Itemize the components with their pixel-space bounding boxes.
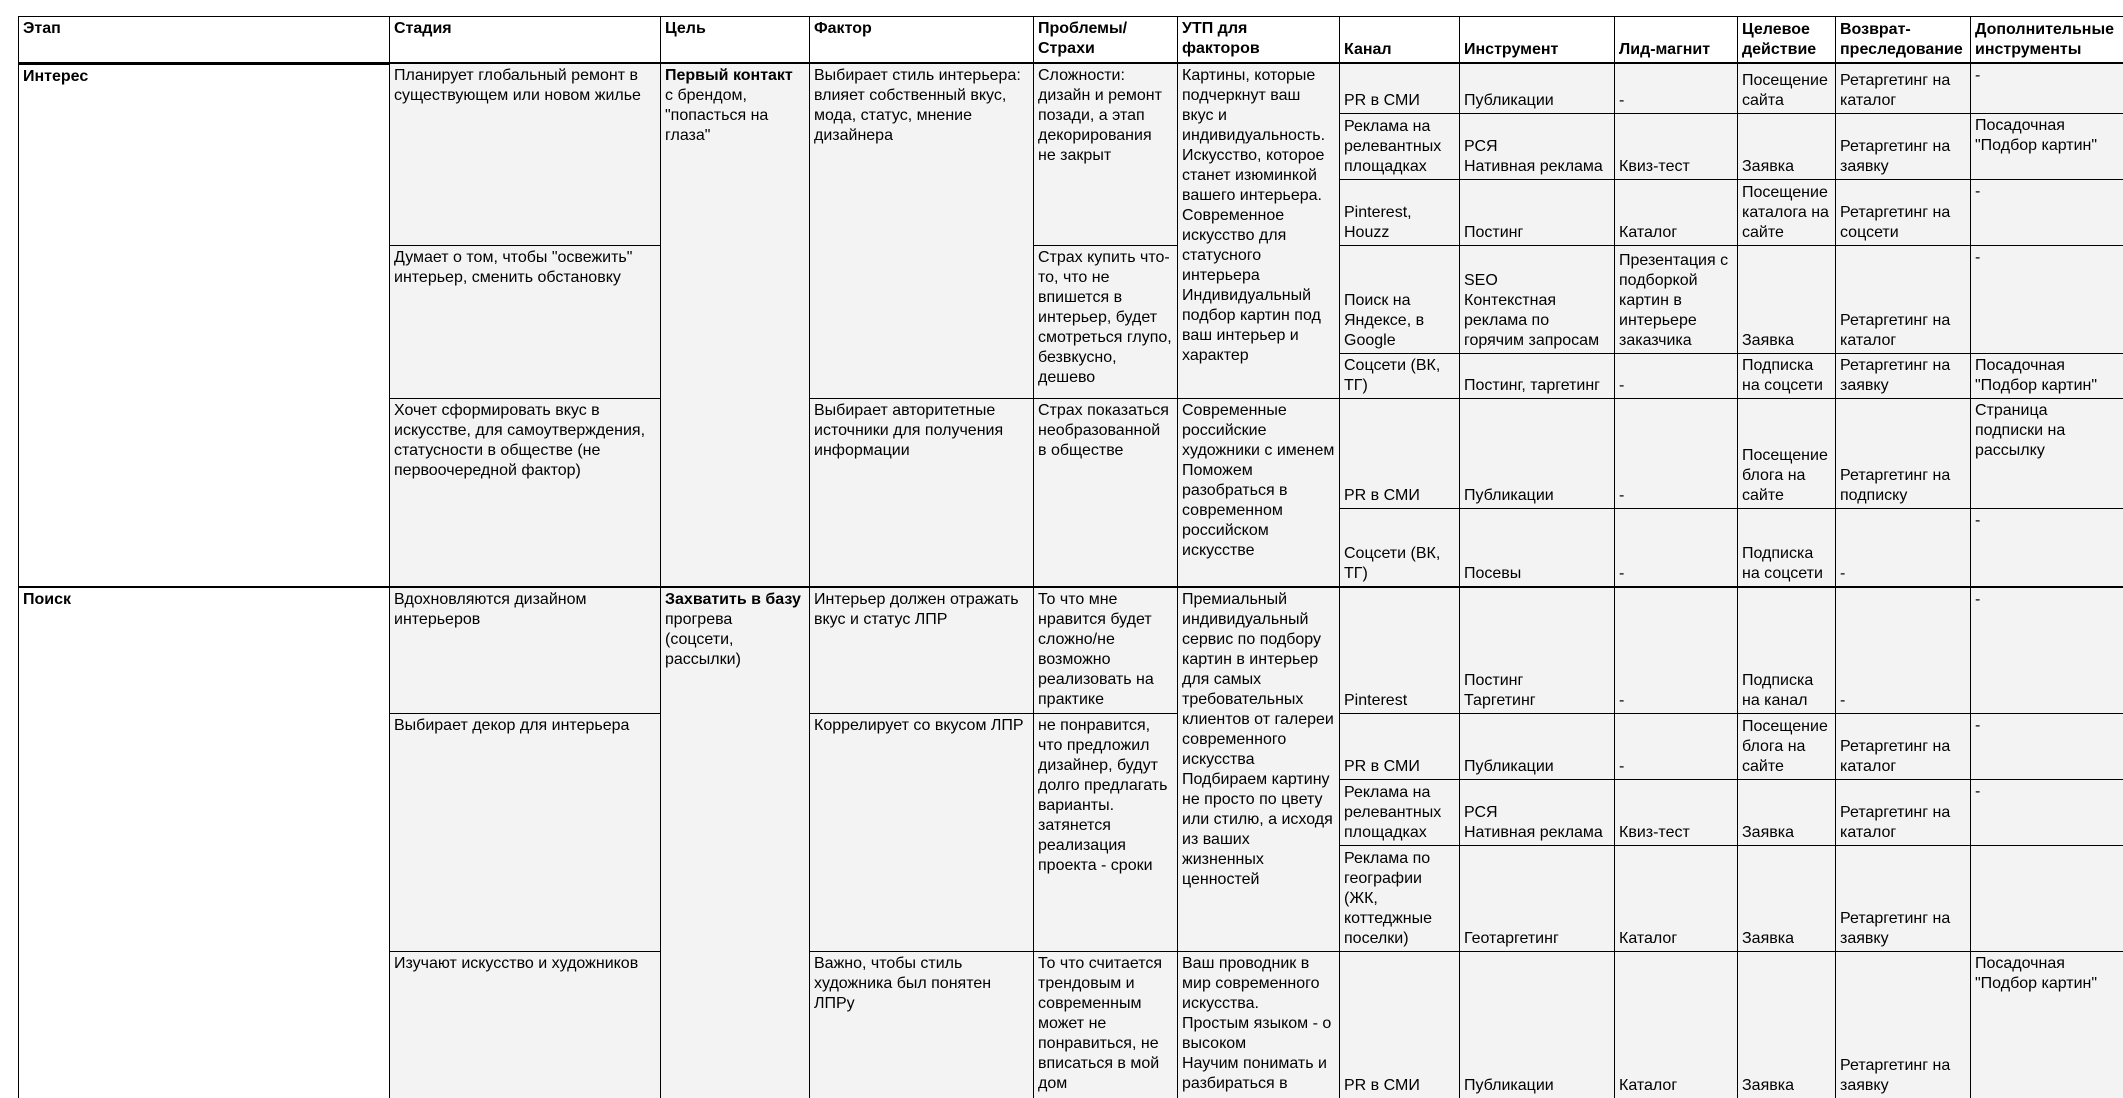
tool-cell: РСЯ Нативная реклама <box>1459 779 1614 845</box>
channel-cell: PR в СМИ <box>1339 713 1459 779</box>
goal-cell <box>660 63 809 586</box>
factor-cell: Выбирает авторитетные источники для получения информации <box>809 398 1033 586</box>
utp-cell: Картины, которые подчеркнут ваш вкус и индивидуальность. Искусство, которое станет изюминкой вашего интерьера. Современное искусство для статусного интерьера Индивидуальный подбор картин под ваш интерьер и характер <box>1177 63 1339 398</box>
lead-magnet-cell: - <box>1614 398 1737 508</box>
header-lead-magnet: Лид-магнит <box>1614 16 1737 62</box>
tool-cell: Публикации <box>1459 63 1614 113</box>
target-action-cell: Подписка на канал <box>1737 586 1835 713</box>
tool-cell: Геотаргетинг <box>1459 845 1614 951</box>
tool-cell: РСЯ Нативная реклама <box>1459 113 1614 179</box>
header-utp: УТП для факторов <box>1177 16 1339 62</box>
target-action-cell: Посещение сайта <box>1737 63 1835 113</box>
retargeting-cell: Ретаргетинг на каталог <box>1835 245 1970 353</box>
goal-cell <box>660 586 809 1098</box>
retargeting-cell: Ретаргетинг на заявку <box>1835 845 1970 951</box>
lead-magnet-cell: Каталог <box>1614 179 1737 245</box>
channel-cell: Pinterest <box>1339 586 1459 713</box>
retargeting-cell: Ретаргетинг на каталог <box>1835 63 1970 113</box>
factor-cell: Интерьер должен отражать вкус и статус ЛПР <box>809 586 1033 713</box>
target-action-cell: Посещение каталога на сайте <box>1737 179 1835 245</box>
lead-magnet-cell: Презентация с подборкой картин в интерьере заказчика <box>1614 245 1737 353</box>
tool-cell: Публикации <box>1459 398 1614 508</box>
utp-cell: Премиальный индивидуальный сервис по подбору картин в интерьер для самых требовательных клиентов от галереи современного искусства Подбираем картину не просто по цвету или стилю, а исходя из ваших жизненных ценностей <box>1177 586 1339 951</box>
target-action-cell: Заявка <box>1737 113 1835 179</box>
header-extra-tools: Дополнительные инструменты <box>1970 16 2123 62</box>
header-goal: Цель <box>660 16 809 62</box>
retargeting-cell: Ретаргетинг на подписку <box>1835 398 1970 508</box>
channel-cell: Реклама на релевантных площадках <box>1339 113 1459 179</box>
extra-tool-cell: - <box>1970 779 2123 845</box>
stadia-cell: Выбирает декор для интерьера <box>389 713 660 951</box>
problem-cell: То что считается трендовым и современным может не понравиться, не вписаться в мой дом <box>1033 951 1177 1098</box>
target-action-cell: Заявка <box>1737 951 1835 1098</box>
lead-magnet-cell: Квиз-тест <box>1614 113 1737 179</box>
factor-cell: Коррелирует со вкусом ЛПР <box>809 713 1033 951</box>
extra-tool-cell: - <box>1970 63 2123 113</box>
channel-cell: Соцсети (ВК, ТГ) <box>1339 353 1459 398</box>
problem-cell: Сложности: дизайн и ремонт позади, а этап декорирования не закрыт <box>1033 63 1177 245</box>
target-action-cell: Посещение блога на сайте <box>1737 713 1835 779</box>
header-retargeting: Возврат- преследование <box>1835 16 1970 62</box>
retargeting-cell: Ретаргетинг на заявку <box>1835 113 1970 179</box>
stage-interest: Интерес <box>18 63 389 586</box>
stadia-cell: Планирует глобальный ремонт в существующем или новом жилье <box>389 63 660 245</box>
extra-tool-cell: - <box>1970 245 2123 353</box>
problem-cell: Страх показаться необразованной в обществе <box>1033 398 1177 586</box>
stadia-cell: Вдохновляются дизайном интерьеров <box>389 586 660 713</box>
tool-cell: Постинг Таргетинг <box>1459 586 1614 713</box>
goal-text: прогрева (соцсети, рассылки) <box>665 591 806 668</box>
lead-magnet-cell: - <box>1614 353 1737 398</box>
extra-tool-cell: - <box>1970 586 2123 713</box>
problem-cell: То что мне нравится будет сложно/не возможно реализовать на практике <box>1033 586 1177 713</box>
tool-cell: Постинг, таргетинг <box>1459 353 1614 398</box>
factor-cell: Важно, чтобы стиль художника был понятен ЛПРу <box>809 951 1033 1098</box>
target-action-cell: Заявка <box>1737 845 1835 951</box>
retargeting-cell: - <box>1835 586 1970 713</box>
lead-magnet-cell: - <box>1614 508 1737 586</box>
extra-tool-cell: Посадочная "Подбор картин" <box>1970 113 2123 179</box>
lead-magnet-cell: - <box>1614 713 1737 779</box>
problem-cell: Страх купить что-то, что не впишется в интерьер, будет смотреться глупо, безвкусно, дешево <box>1033 245 1177 398</box>
extra-tool-cell: - <box>1970 179 2123 245</box>
extra-tool-cell: Посадочная "Подбор картин" <box>1970 353 2123 398</box>
tool-cell: Публикации <box>1459 713 1614 779</box>
stadia-cell: Думает о том, чтобы "освежить" интерьер, сменить обстановку <box>389 245 660 398</box>
goal-text: с брендом, "попасться на глаза" <box>665 67 798 144</box>
stadia-cell: Изучают искусство и художников <box>389 951 660 1098</box>
goal-bold-text: Первый контакт <box>665 67 793 84</box>
lead-magnet-cell: Каталог <box>1614 845 1737 951</box>
header-factor: Фактор <box>809 16 1033 62</box>
lead-magnet-cell: - <box>1614 63 1737 113</box>
lead-magnet-cell: Каталог <box>1614 951 1737 1098</box>
extra-tool-cell: Посадочная "Подбор картин" <box>1970 951 2123 1098</box>
problem-cell: не понравится, что предложил дизайнер, будут долго предлагать варианты. затянется реализация проекта - сроки <box>1033 713 1177 951</box>
header-target-action: Целевое действие <box>1737 16 1835 62</box>
extra-tool-cell: - <box>1970 508 2123 586</box>
target-action-cell: Заявка <box>1737 779 1835 845</box>
factor-cell: Выбирает стиль интерьера: влияет собственный вкус, мода, статус, мнение дизайнера <box>809 63 1033 398</box>
channel-cell: Pinterest, Houzz <box>1339 179 1459 245</box>
lead-magnet-cell: - <box>1614 586 1737 713</box>
extra-tool-cell <box>1970 845 2123 951</box>
target-action-cell: Посещение блога на сайте <box>1737 398 1835 508</box>
extra-tool-cell: Страница подписки на рассылку <box>1970 398 2123 508</box>
channel-cell: PR в СМИ <box>1339 398 1459 508</box>
retargeting-cell: Ретаргетинг на соцсети <box>1835 179 1970 245</box>
utp-cell: Современные российские художники с именем Поможем разобраться в современном российском искусстве <box>1177 398 1339 586</box>
channel-cell: Соцсети (ВК, ТГ) <box>1339 508 1459 586</box>
channel-cell: Реклама на релевантных площадках <box>1339 779 1459 845</box>
retargeting-cell: Ретаргетинг на заявку <box>1835 353 1970 398</box>
stadia-cell: Хочет сформировать вкус в искусстве, для самоутверждения, статусности в обществе (не первоочередной фактор) <box>389 398 660 586</box>
left-margin <box>0 63 18 1098</box>
utp-cell: Ваш проводник в мир современного искусства. Простым языком - о высоком Научим понимать и разбираться в <box>1177 951 1339 1098</box>
channel-cell: PR в СМИ <box>1339 63 1459 113</box>
tool-cell: Посевы <box>1459 508 1614 586</box>
retargeting-cell: Ретаргетинг на каталог <box>1835 779 1970 845</box>
channel-cell: Поиск на Яндексе, в Google <box>1339 245 1459 353</box>
header-channel: Канал <box>1339 16 1459 62</box>
goal-bold-text: Захватить в базу <box>665 591 801 608</box>
header-problems: Проблемы/ Страхи <box>1033 16 1177 62</box>
tool-cell: Постинг <box>1459 179 1614 245</box>
retargeting-cell: Ретаргетинг на каталог <box>1835 713 1970 779</box>
header-stage: Этап <box>18 16 389 62</box>
retargeting-cell: Ретаргетинг на заявку <box>1835 951 1970 1098</box>
tool-cell: Публикации <box>1459 951 1614 1098</box>
tool-cell: SEO Контекстная реклама по горячим запросам <box>1459 245 1614 353</box>
header-tool: Инструмент <box>1459 16 1614 62</box>
header-stadia: Стадия <box>389 16 660 62</box>
retargeting-cell: - <box>1835 508 1970 586</box>
channel-cell: PR в СМИ <box>1339 951 1459 1098</box>
target-action-cell: Заявка <box>1737 245 1835 353</box>
lead-magnet-cell: Квиз-тест <box>1614 779 1737 845</box>
stage-search: Поиск <box>18 586 389 1098</box>
target-action-cell: Подписка на соцсети <box>1737 353 1835 398</box>
extra-tool-cell: - <box>1970 713 2123 779</box>
channel-cell: Реклама по географии (ЖК, коттеджные поселки) <box>1339 845 1459 951</box>
target-action-cell: Подписка на соцсети <box>1737 508 1835 586</box>
